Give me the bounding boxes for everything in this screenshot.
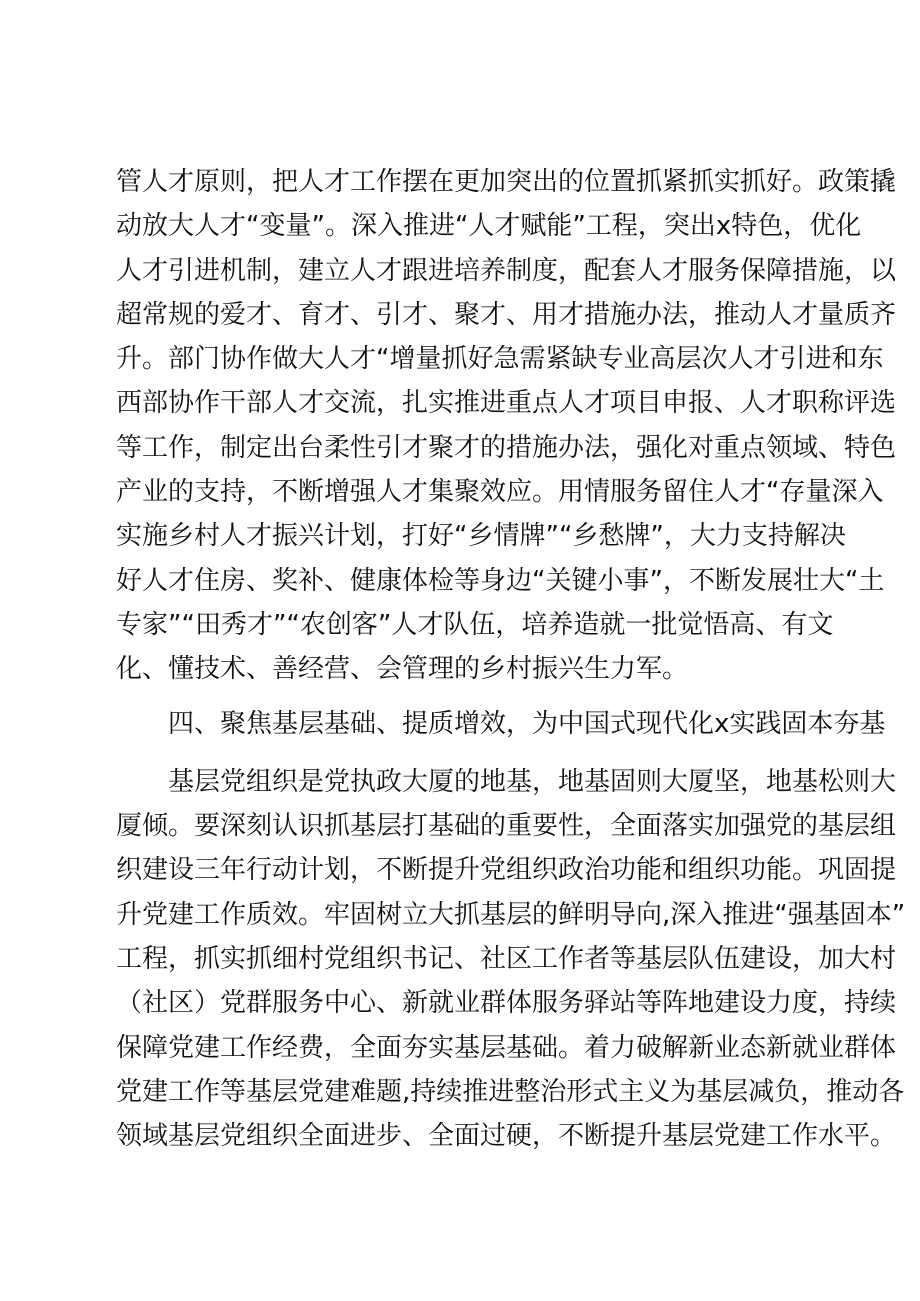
paragraph-line: 升。部门协作做大人才“增量抓好急需紧缺专业高层次人才引进和东 [116, 344, 884, 375]
paragraph-line: 专家”“田秀才”“农创客”人才队伍，培养造就一批觉悟高、有文 [116, 609, 834, 640]
paragraph-line: 等工作，制定出台柔性引才聚才的措施办法，强化对重点领域、特色 [116, 432, 897, 463]
paragraph-line: 实施乡村人才振兴计划，打好“乡情牌”“乡愁牌”，大力支持解决 [116, 521, 846, 552]
paragraph-line: 西部协作干部人才交流，扎实推进重点人才项目申报、人才职称评选 [116, 388, 897, 419]
paragraph-line: 基层党组织是党执政大厦的地基，地基固则大厦坚，地基松则大 [168, 766, 897, 797]
paragraph-line: 动放大人才“变量”。深入推进“人才赋能”工程，突出x特色，优化 [116, 211, 862, 242]
paragraph-line: （社区）党群服务中心、新就业群体服务驿站等阵地建设力度，持续 [116, 988, 897, 1019]
document-body [116, 160, 906, 1159]
paragraph-line: 好人才住房、奖补、健康体检等身边“关键小事”，不断发展壮大“土 [116, 565, 885, 596]
paragraph-talent [116, 160, 897, 692]
paragraph-line: 化、懂技术、善经营、会管理的乡村振兴生力军。 [116, 654, 689, 685]
section-heading-4: 四、聚焦基层基础、提质增效，为中国式现代化x实践固本夯基 [168, 708, 886, 739]
paragraph-line: 厦倾。要深刻认识抓基层打基础的重要性，全面落实加强党的基层组 [116, 811, 897, 842]
paragraph-line: 产业的支持，不断增强人才集聚效应。用情服务留住人才“存量深入 [116, 477, 884, 508]
paragraph-grassroots [116, 760, 906, 1159]
paragraph-line: 超常规的爱才、育才、引才、聚才、用才措施办法，推动人才量质齐 [116, 299, 897, 330]
paragraph-line: 人才引进机制，建立人才跟进培养制度，配套人才服务保障措施，以 [116, 255, 897, 286]
paragraph-line: 升党建工作质效。牢固树立大抓基层的鲜明导向,深入推进“强基固本” [116, 899, 906, 930]
paragraph-line: 管人才原则，把人才工作摆在更加突出的位置抓紧抓实抓好。政策撬 [116, 167, 897, 197]
paragraph-line: 保障党建工作经费，全面夯实基层基础。着力破解新业态新就业群体 [116, 1032, 897, 1063]
paragraph-line: 领域基层党组织全面进步、全面过硬，不断提升基层党建工作水平。 [116, 1121, 897, 1152]
paragraph-line: 工程，抓实抓细村党组织书记、社区工作者等基层队伍建设，加大村 [116, 944, 897, 975]
paragraph-line: 织建设三年行动计划，不断提升党组织政治功能和组织功能。巩固提 [116, 855, 897, 886]
paragraph-line: 党建工作等基层党建难题,持续推进整治形式主义为基层减负，推动各 [116, 1076, 905, 1107]
